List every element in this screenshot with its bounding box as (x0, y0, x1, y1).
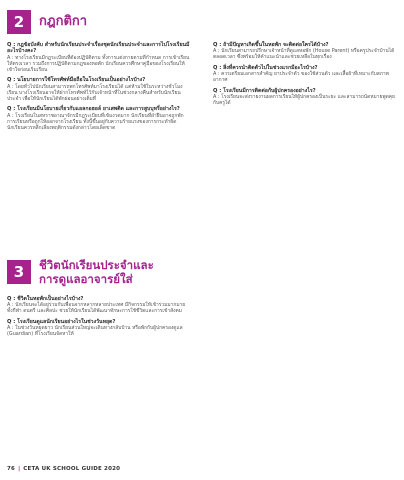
answer: A : ในช่วงวันหยุดยาว นักเรียนส่วนใหญ่จะเดินทางกลับบ้าน หรือพักกับผู้ปกครองดูแล (Guardian) ที่โรงเรียนจัดหาให้ (7, 325, 183, 338)
answer: A : ทางโรงเรียนมีกฎระเบียบที่ต้องปฏิบัติตาม ทั้งการแต่งกายตามที่กำหนด การเข้าเรียนให้ตรงเวลา รวมถึงการปฏิบัติตามกฎของหอพัก นักเรียนควรศึกษาคู่มือของโรงเรียนให้เข้าใจก่อนเริ่มเรียน (7, 54, 190, 73)
qa-item (7, 319, 190, 337)
answer: A : โดยทั่วไปนักเรียนสามารถพกโทรศัพท์มาโรงเรียนได้ แต่ห้ามใช้ในระหว่างชั่วโมงเรียน บางโรงเรียนอาจให้ฝากโทรศัพท์ไว้กับเจ้าหน้าที่ในช่วงกลางคืนสำหรับนักเรียนประจำ เพื่อให้นักเรียนได้พักผ่อนอย่างเต็มที่ (7, 83, 183, 102)
question: Q : โรงเรียนมีนโยบายเกี่ยวกับแอลกอฮอล์ ยาเสพติด และการสูบบุหรี่อย่างไร? (7, 106, 180, 113)
answer: A : โรงเรียนจะส่งรายงานผลการเรียนให้ผู้ปกครองเป็นระยะ และสามารถนัดหมายพูดคุยกับครูได้ (213, 94, 395, 107)
qa-item (7, 42, 190, 73)
qa-item (213, 65, 396, 83)
answer: A : นักเรียนสามารถปรึกษาเจ้าหน้าที่ดูแลหอพัก (House Parent) หรือครูประจำบ้านได้ตลอดเวลา ซึ่งพร้อมให้คำแนะนำและช่วยเหลือในทุกเรื่อง (213, 48, 395, 61)
question: Q : กฎข้อบังคับ สำหรับนักเรียนประจำเรื่องชุดนักเรียนประจำและการไปโรงเรียนมีอะไรบ้างคะ? (7, 42, 190, 55)
question: Q : ถ้ามีปัญหาเกิดขึ้นในหอพัก จะติดต่อใครได้บ้าง? (213, 42, 329, 48)
answer: A : โรงเรียนในสหราชอาณาจักรมีกฎระเบียบที่เข้มงวดมาก นักเรียนที่ฝ่าฝืนอาจถูกพักการเรียนหรือถูกให้ออกจากโรงเรียน ทั้งนี้ขึ้นอยู่กับความร้ายแรงของการกระทำผิด นักเรียนควรหลีกเลี่ยงพฤติกรรมดังกล่าวโดยเด็ดขาด (7, 112, 184, 131)
question: Q : นโยบายการใช้โทรศัพท์มือถือในโรงเรียนเป็นอย่างไรบ้าง? (7, 77, 146, 84)
question: Q : สิ่งที่ควรนำติดตัวไปในช่วงแรกมีอะไรบ้าง? (213, 64, 318, 71)
question: Q : ชีวิตในหอพักเป็นอย่างไรบ้าง? (7, 296, 84, 302)
qa-item (7, 106, 190, 131)
question: Q : โรงเรียนมีการติดต่อกับผู้ปกครองอย่างไร? (213, 87, 316, 94)
question: Q : โรงเรียนดูแลนักเรียนอย่างไรในช่วงวันหยุด? (7, 318, 116, 325)
section-2-number: 2 (7, 10, 31, 34)
section-3-title-line-2: การดูแลอาจารย์ใส่ (39, 272, 133, 286)
section-2-left-column (7, 42, 190, 136)
qa-item (213, 88, 396, 106)
page-number: 76 (7, 466, 16, 472)
footer-separator: | (18, 466, 21, 472)
section-2-title: กฎกติกา (39, 14, 88, 29)
answer: A : นักเรียนจะได้อยู่ร่วมกับเพื่อนจากหลากหลายประเทศ มีกิจกรรมให้เข้าร่วมมากมาย ทั้งกีฬา ดนตรี และศิลปะ ช่วยให้นักเรียนได้พัฒนาทักษะการใช้ชีวิตและการเข้าสังคม (7, 302, 186, 315)
qa-item (213, 42, 396, 60)
section-2-header (7, 10, 87, 34)
section-3-title-line-1: ชีวิตนักเรียนประจำและ (39, 258, 154, 272)
page-footer (7, 466, 120, 472)
qa-item (7, 77, 190, 102)
section-3-number: 3 (7, 260, 31, 284)
section-3-header (7, 258, 154, 286)
footer-brand: CETA UK SCHOOL GUIDE 2020 (23, 466, 121, 472)
section-3-title (39, 258, 154, 286)
section-3-left-column (7, 296, 190, 342)
answer: A : ควรเตรียมเอกสารสำคัญ ยาประจำตัว ของใช้ส่วนตัว และเสื้อผ้าที่เหมาะกับสภาพอากาศ (213, 71, 389, 84)
qa-item (7, 296, 190, 314)
right-column (213, 42, 396, 111)
